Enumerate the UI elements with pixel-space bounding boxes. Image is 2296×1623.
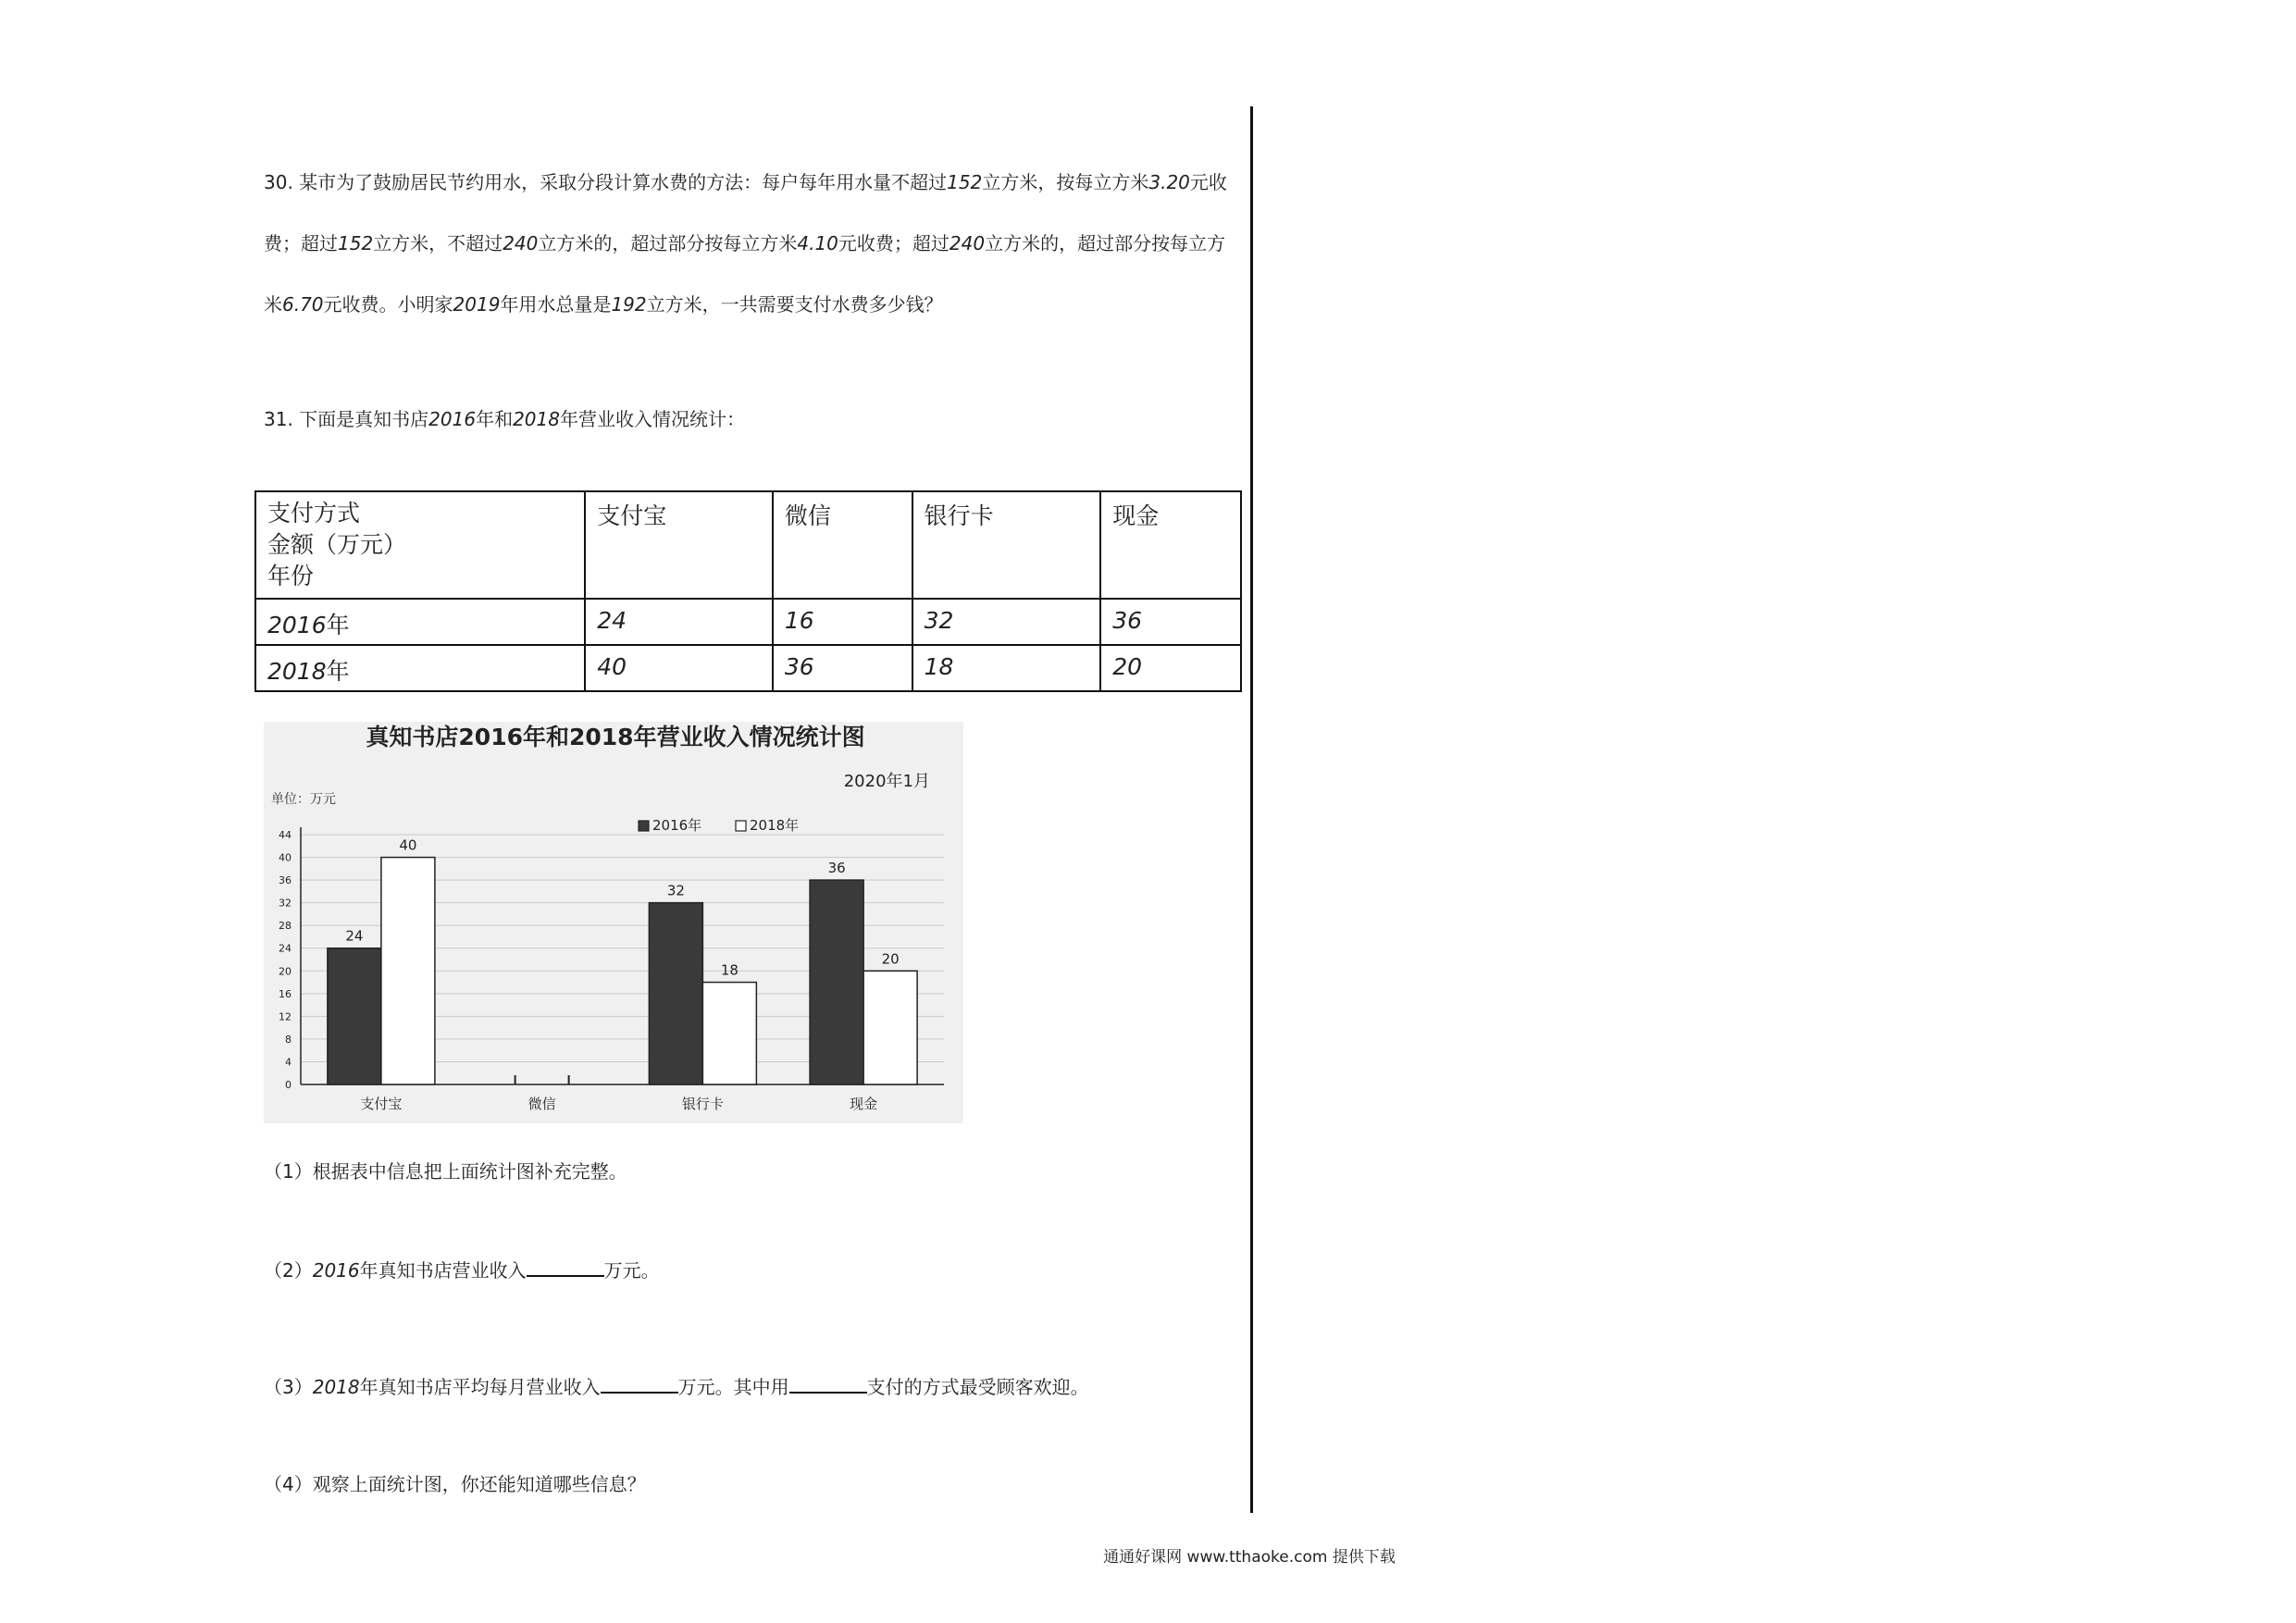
bar-value-label: 20 [881, 950, 900, 968]
table-cell: 24 [585, 599, 773, 645]
bar-value-label: 18 [720, 961, 738, 979]
table-header-row [255, 491, 1241, 599]
y-tick-label: 8 [285, 1033, 292, 1046]
legend-swatch [639, 821, 649, 831]
bar-value-label: 36 [827, 860, 846, 877]
y-tick-label: 40 [279, 851, 292, 864]
table-header-cell: 支付宝 [585, 491, 773, 599]
table-cell: 36 [773, 645, 912, 691]
table-header-cell: 银行卡 [912, 491, 1101, 599]
y-tick-label: 28 [279, 920, 292, 933]
table-row [255, 645, 1241, 691]
x-category-label: 微信 [527, 1096, 556, 1112]
table-year-cell: 2016年 [255, 599, 585, 645]
bar [649, 903, 702, 1084]
table-year-cell: 2018年 [255, 645, 585, 691]
bar-value-label: 40 [399, 836, 417, 854]
question-30: 30. 某市为了鼓励居民节约用水，采取分段计算水费的方法：每户每年用水量不超过152立方米，按每立方米3.20元收费；超过152立方米，不超过240立方米的，超过部分按每立方米4.10元收费；超过240立方米的，超过部分按每立方米6.70元收费。小明家2019年用水总量是192立方米，一共需要支付水费多少钱？ [264, 171, 1227, 316]
legend-label: 2016年 [652, 817, 702, 834]
corner-label-amount: 金额（万元） [267, 531, 407, 558]
bar-value-label: 24 [345, 927, 364, 945]
subquestion-4: （4）观察上面统计图，你还能知道哪些信息？ [264, 1473, 646, 1495]
x-category-label: 现金 [850, 1096, 878, 1112]
y-tick-label: 36 [279, 874, 292, 887]
bar-chart-svg [264, 722, 963, 1123]
bar [863, 971, 917, 1084]
subquestion-3: （3）2018年真知书店平均每月营业收入 万元。其中用 支付的方式最受顾客欢迎。 [264, 1376, 1089, 1398]
corner-label-year: 年份 [267, 563, 315, 589]
table-cell: 18 [912, 645, 1101, 691]
y-tick-label: 44 [279, 829, 292, 841]
subquestion-2: （2）2016年真知书店营业收入 万元。 [264, 1259, 660, 1282]
table-cell: 20 [1100, 645, 1241, 691]
corner-label-method: 支付方式 [267, 500, 361, 527]
y-tick-label: 0 [285, 1079, 292, 1091]
income-table [254, 490, 1242, 692]
y-tick-label: 20 [279, 965, 292, 978]
x-category-label: 支付宝 [360, 1096, 403, 1112]
y-tick-label: 32 [279, 897, 292, 910]
chart-title: 真知书店2016年和2018年营业收入情况统计图 [366, 724, 865, 750]
y-tick-label: 24 [279, 942, 292, 955]
table-row [255, 599, 1241, 645]
legend-swatch [736, 821, 746, 831]
table-cell: 16 [773, 599, 912, 645]
column-divider [1250, 106, 1253, 1513]
answer-blank[interactable] [789, 1375, 867, 1394]
question-31: 31. 下面是真知书店2016年和2018年营业收入情况统计： [264, 408, 745, 430]
bar [328, 948, 381, 1084]
page-footer: 通通好课网 www.tthaoke.com 提供下载 [1103, 1548, 1396, 1567]
chart-date: 2020年1月 [843, 772, 930, 791]
table-corner-cell [255, 491, 585, 599]
table-header-cell: 微信 [773, 491, 912, 599]
x-category-label: 银行卡 [681, 1096, 724, 1112]
bar-value-label: 32 [666, 882, 685, 899]
bar [381, 858, 435, 1084]
bar [702, 983, 756, 1084]
answer-blank[interactable] [601, 1375, 678, 1394]
table-cell: 32 [912, 599, 1101, 645]
table-header-cell: 现金 [1100, 491, 1241, 599]
legend-label: 2018年 [750, 817, 800, 834]
subquestion-1: （1）根据表中信息把上面统计图补充完整。 [264, 1160, 627, 1183]
bar [810, 880, 863, 1084]
table-cell: 40 [585, 645, 773, 691]
y-tick-label: 12 [279, 1010, 292, 1023]
chart-unit-label: 单位：万元 [271, 792, 336, 807]
y-tick-label: 16 [279, 987, 292, 1000]
answer-blank[interactable] [527, 1258, 604, 1277]
table-cell: 36 [1100, 599, 1241, 645]
bar-chart [264, 722, 963, 1123]
y-tick-label: 4 [285, 1056, 292, 1069]
